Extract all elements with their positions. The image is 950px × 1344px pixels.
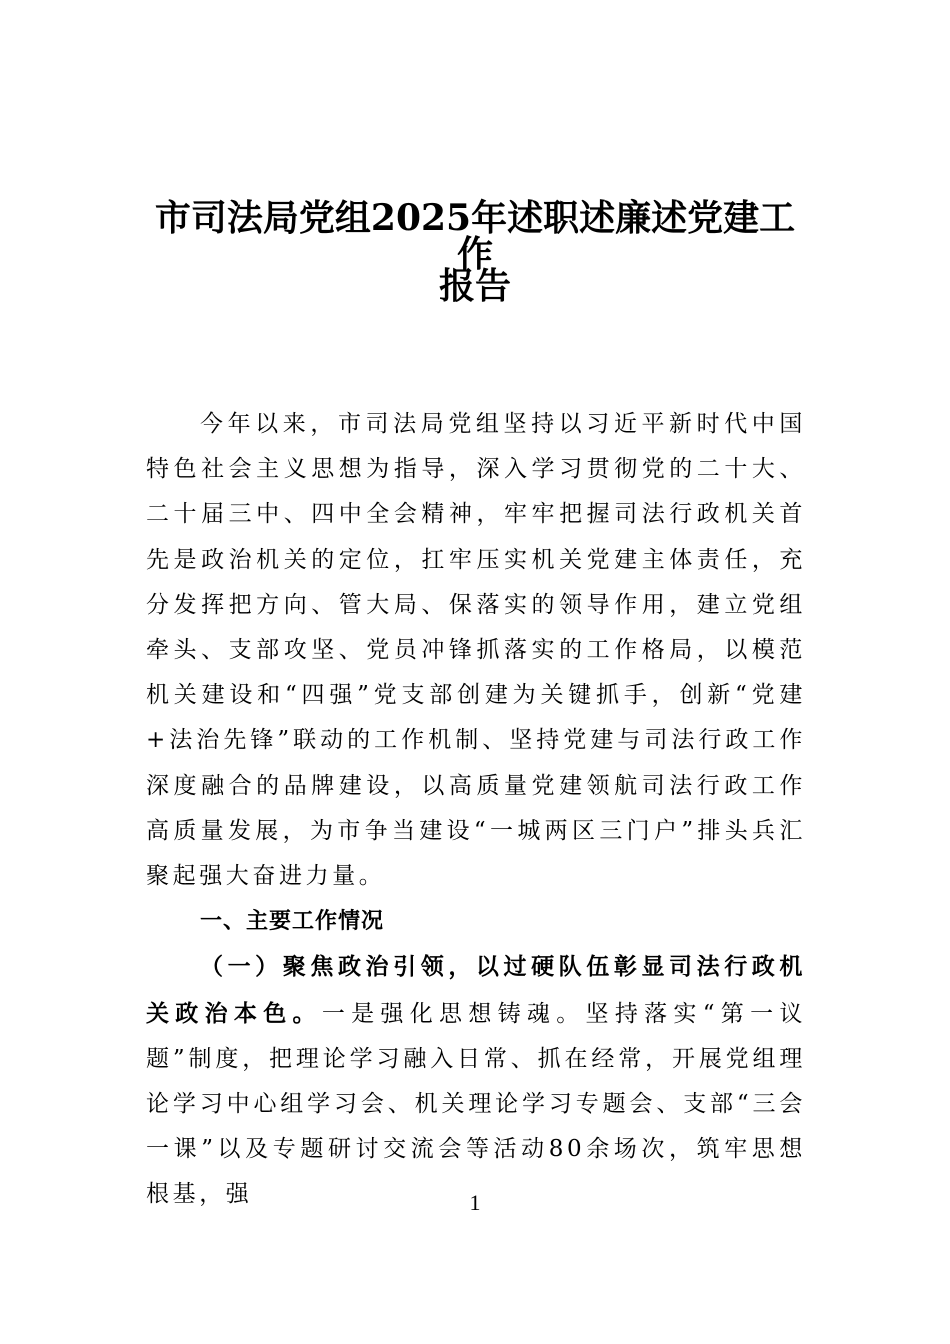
subsection-body: 一是强化思想铸魂。坚持落实“第一议题”制度，把理论学习融入日常、抓在经常，开展党组理论学习中心组学习会、机关理论学习专题会、支部“三会一课”以及专题研讨交流会等活动80余场次，筑牢思想根基，强 xyxy=(146,1000,806,1208)
subsection-paragraph xyxy=(146,944,806,1217)
subsection-heading: （一）聚焦政治引领，以过硬队伍彰显司法行政机关政治本色。 xyxy=(146,953,806,1027)
section-heading: 一、主要工作情况 xyxy=(200,909,385,935)
document-title-line-2: 报告 xyxy=(438,265,511,307)
document-title-line-1: 市司法局党组2025年述职述廉述党建工作 xyxy=(154,197,796,275)
page-number: 1 xyxy=(469,1190,481,1215)
document-body xyxy=(146,402,806,1218)
intro-paragraph: 今年以来，市司法局党组坚持以习近平新时代中国特色社会主义思想为指导，深入学习贯彻党的二十大、二十届三中、四中全会精神，牢牢把握司法行政机关首先是政治机关的定位，扛牢压实机关党建主体责任，充分发挥把方向、管大局、保落实的领导作用，建立党组牵头、支部攻坚、党员冲锋抓落实的工作格局，以模范机关建设和“四强”党支部创建为关键抓手，创新“党建+法治先锋”联动的工作机制、坚持党建与司法行政工作深度融合的品牌建设，以高质量党建领航司法行政工作高质量发展，为市争当建设“一城两区三门户”排头兵汇聚起强大奋进力量。 xyxy=(146,411,806,890)
